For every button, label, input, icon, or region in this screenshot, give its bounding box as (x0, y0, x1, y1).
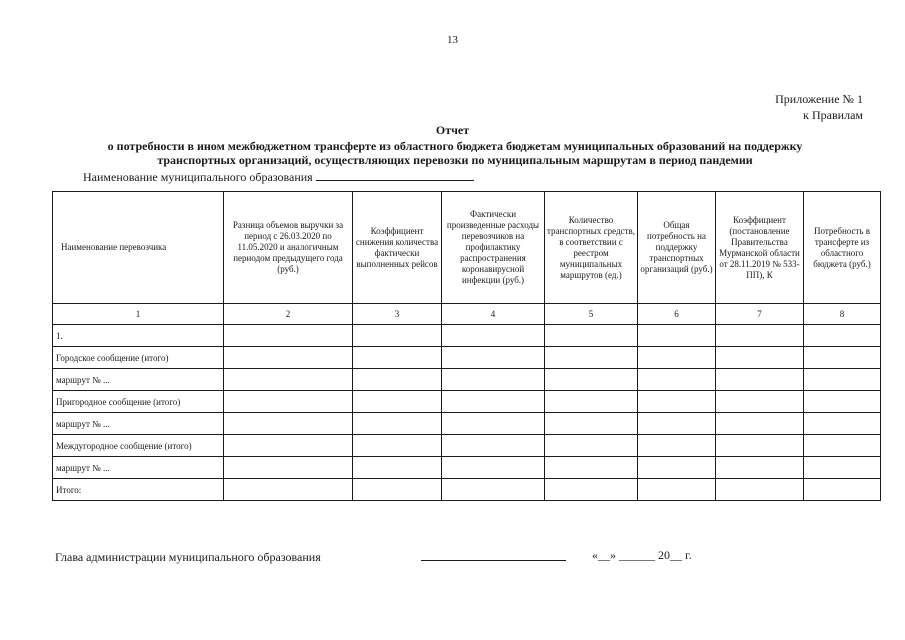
table-cell[interactable] (716, 391, 804, 413)
table-cell[interactable] (442, 347, 545, 369)
header-vehicle-count: Количество транспортных средств, в соответствии с реестром муниципальных маршрутов (ед.) (545, 192, 638, 304)
report-table (52, 191, 881, 501)
header-trip-reduction-coefficient: Коэффициент снижения количества фактически выполненных рейсов (353, 192, 442, 304)
table-cell[interactable] (442, 413, 545, 435)
table-cell[interactable] (353, 391, 442, 413)
table-row (53, 435, 881, 457)
table-cell[interactable] (442, 435, 545, 457)
table-cell[interactable] (224, 325, 353, 347)
table-cell[interactable] (638, 413, 716, 435)
table-row (53, 325, 881, 347)
row-label: Пригородное сообщение (итого) (53, 391, 224, 413)
table-cell[interactable] (716, 457, 804, 479)
row-label: маршрут № ... (53, 369, 224, 391)
table-cell[interactable] (545, 369, 638, 391)
table-cell[interactable] (442, 369, 545, 391)
row-label: Городское сообщение (итого) (53, 347, 224, 369)
municipality-blank-field[interactable] (316, 170, 474, 181)
table-cell[interactable] (716, 435, 804, 457)
table-cell[interactable] (353, 325, 442, 347)
table-cell[interactable] (545, 347, 638, 369)
appendix-line-1: Приложение № 1 (775, 92, 863, 106)
signature-line[interactable] (421, 560, 566, 561)
table-cell[interactable] (442, 325, 545, 347)
row-label: 1. (53, 325, 224, 347)
municipality-label: Наименование муниципального образования (83, 170, 313, 184)
table-cell[interactable] (638, 391, 716, 413)
column-number: 7 (716, 304, 804, 325)
table-cell[interactable] (224, 479, 353, 501)
table-cell[interactable] (804, 391, 881, 413)
table-cell[interactable] (545, 413, 638, 435)
table-cell[interactable] (545, 479, 638, 501)
appendix-block (775, 91, 863, 123)
table-cell[interactable] (545, 391, 638, 413)
table-cell[interactable] (716, 479, 804, 501)
page-number: 13 (447, 34, 458, 46)
table-cell[interactable] (804, 325, 881, 347)
table-row (53, 347, 881, 369)
header-row (53, 192, 881, 304)
table-cell[interactable] (353, 369, 442, 391)
column-number: 6 (638, 304, 716, 325)
table-cell[interactable] (353, 435, 442, 457)
table-cell[interactable] (442, 479, 545, 501)
municipality-line (83, 170, 474, 185)
table-cell[interactable] (442, 457, 545, 479)
header-revenue-difference: Разница объемов выручки за период с 26.03.2020 по 11.05.2020 и аналогичным периодом предыдущего года (руб.) (224, 192, 353, 304)
table-cell[interactable] (804, 413, 881, 435)
table-row (53, 369, 881, 391)
table-cell[interactable] (716, 347, 804, 369)
row-label: Междугородное сообщение (итого) (53, 435, 224, 457)
table-cell[interactable] (353, 457, 442, 479)
header-total-need: Общая потребность на поддержку транспортных организаций (руб.) (638, 192, 716, 304)
header-coefficient-k: Коэффициент (постановление Правительства Мурманской области от 28.11.2019 № 533-ПП), К (716, 192, 804, 304)
report-title: Отчет (435, 123, 470, 137)
table-cell[interactable] (804, 435, 881, 457)
table-cell[interactable] (716, 369, 804, 391)
table-cell[interactable] (224, 413, 353, 435)
table-row (53, 457, 881, 479)
table-cell[interactable] (353, 347, 442, 369)
column-number: 5 (545, 304, 638, 325)
table-row (53, 413, 881, 435)
table-cell[interactable] (545, 457, 638, 479)
table-cell[interactable] (638, 347, 716, 369)
table-cell[interactable] (224, 391, 353, 413)
table-cell[interactable] (353, 413, 442, 435)
column-number-row (53, 304, 881, 325)
signatory-label: Глава администрации муниципального образования (55, 550, 321, 564)
table-cell[interactable] (353, 479, 442, 501)
table-cell[interactable] (545, 435, 638, 457)
report-subtitle: о потребности в ином межбюджетном трансферте из областного бюджета бюджетам муниципальных образований на поддержку транспортных организаций, осуществляющих перевозки по муниципальным маршрутам в период пандемии (107, 139, 803, 167)
table-cell[interactable] (224, 457, 353, 479)
table-cell[interactable] (638, 479, 716, 501)
table-cell[interactable] (442, 391, 545, 413)
table-cell[interactable] (804, 479, 881, 501)
table-cell[interactable] (716, 325, 804, 347)
column-number: 8 (804, 304, 881, 325)
column-number: 3 (353, 304, 442, 325)
column-number: 4 (442, 304, 545, 325)
table-cell[interactable] (804, 457, 881, 479)
date-field: «__» ______ 20__ г. (592, 548, 692, 562)
appendix-line-2: к Правилам (803, 108, 863, 122)
table-cell[interactable] (638, 369, 716, 391)
header-carrier-name: Наименование перевозчика (53, 192, 224, 304)
table-cell[interactable] (638, 435, 716, 457)
row-label: маршрут № ... (53, 457, 224, 479)
row-label: Итого: (53, 479, 224, 501)
table-cell[interactable] (224, 435, 353, 457)
table-cell[interactable] (545, 325, 638, 347)
table-cell[interactable] (716, 413, 804, 435)
table-cell[interactable] (804, 347, 881, 369)
table-row (53, 391, 881, 413)
table-cell[interactable] (224, 369, 353, 391)
table-cell[interactable] (224, 347, 353, 369)
header-transfer-need: Потребность в трансферте из областного бюджета (руб.) (804, 192, 881, 304)
column-number: 1 (53, 304, 224, 325)
table-row (53, 479, 881, 501)
table-cell[interactable] (638, 457, 716, 479)
table-cell[interactable] (804, 369, 881, 391)
column-number: 2 (224, 304, 353, 325)
row-label: маршрут № ... (53, 413, 224, 435)
table-cell[interactable] (638, 325, 716, 347)
header-covid-expenses: Фактически произведенные расходы перевозчиков на профилактику распространения коронавирусной инфекции (руб.) (442, 192, 545, 304)
